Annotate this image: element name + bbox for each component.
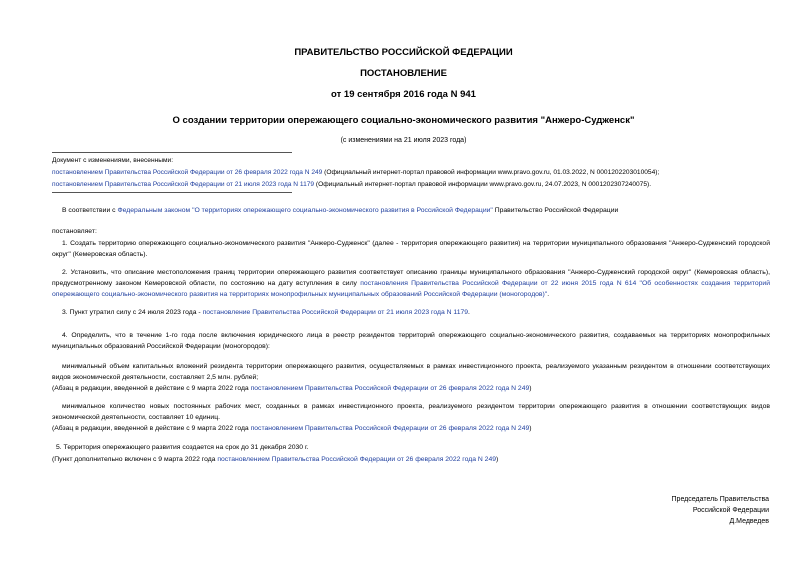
- signatory-title: Председатель Правительства: [671, 496, 769, 503]
- amendment-item: [52, 167, 772, 179]
- document-title: О создании территории опережающего социально-экономического развития "Анжеро-Судженск": [172, 115, 635, 126]
- signatory-name: Д.Медведев: [729, 518, 769, 525]
- paragraph-3: 3. Пункт утратил силу с 24 июля 2023 года - постановление Правительства Российской Федерации от 21 июля 2023 года N 1179.: [62, 309, 470, 316]
- paragraph-4a: минимальный объем капитальных вложений резидента территории опережающего развития, осуществляемых в рамках инвестиционного проекта, реализуемого указанным резидентом в отношении соответствующих видов экономической деятельности, составляет 2,5 млн. рублей;: [52, 363, 770, 381]
- preamble: В соответствии с Федеральным законом "О территориях опережающего социально-экономического развития в Российской Федерации" Правительство Российской Федерации: [62, 207, 619, 214]
- resolution-1179-link[interactable]: постановление Правительства Российской Федерации от 21 июля 2023 года N 1179: [202, 309, 469, 316]
- amendment-link-2022[interactable]: постановлением Правительства Российской Федерации от 26 февраля 2022 года N 249: [52, 169, 323, 176]
- federal-law-link[interactable]: Федеральным законом "О территориях опережающего социально-экономического развития в Российской Федерации": [117, 207, 493, 214]
- resolution-614-link[interactable]: постановления Правительства Российской Федерации от 22 июня 2015 года N 614 "Об особенностях создания территорий опережающего социально-экономического развития на территориях монопрофильных муниципальных образований Российской Федерации (моногородов)": [52, 280, 770, 298]
- amendment-source: (Официальный интернет-портал правовой информации www.pravo.gov.ru, 01.03.2022, N 0001202203010054);: [322, 169, 660, 176]
- resolution-249-link[interactable]: постановлением Правительства Российской Федерации от 26 февраля 2022 года N 249: [250, 385, 530, 392]
- paragraph-5: 5. Территория опережающего развития создается на срок до 31 декабря 2030 г.: [56, 444, 309, 451]
- document-date-number: от 19 сентября 2016 года N 941: [331, 89, 476, 100]
- amendment-source: (Официальный интернет-портал правовой информации www.pravo.gov.ru, 24.07.2023, N 0001202307240075).: [314, 181, 652, 188]
- changes-note: (с изменениями на 21 июля 2023 года): [340, 137, 467, 144]
- amendment-item: [52, 179, 772, 191]
- amendments-intro: Документ с изменениями, внесенными:: [52, 157, 174, 164]
- paragraph-1: 1. Создать территорию опережающего социально-экономического развития "Анжеро-Судженск" (далее - территория опережающего развития) на территории муниципального образования "Анжеро-Судженский городской округ" (Кемеровская область).: [52, 240, 770, 258]
- paragraph-4a-note: (Абзац в редакции, введенной в действие с 9 марта 2022 года постановлением Правительства Российской Федерации от 26 февраля 2022 года N 249): [52, 385, 532, 392]
- paragraph-4b: минимальное количество новых постоянных рабочих мест, созданных в рамках инвестиционного проекта, реализуемого резидентом территории опережающего развития в отношении соответствующих видов экономической деятельности, составляет 10 единиц.: [52, 403, 770, 421]
- amendments-block: [52, 155, 772, 191]
- paragraph-2: 2. Установить, что описание местоположения границ территории опережающего развития соответствует описанию границы муниципального образования "Анжеро-Судженский городской округ" (Кемеровская область), предусмотренному законом Кемеровской области, по состоянию на дату вступления в силу постановления Правительства Российской Федерации от 22 июня 2015 года N 614 "Об особенностях создания территорий опережающего социально-экономического развития на территориях монопрофильных муниципальных образований Российской Федерации (моногородов)".: [52, 269, 770, 298]
- paragraph-4b-note: (Абзац в редакции, введенной в действие с 9 марта 2022 года постановлением Правительства Российской Федерации от 26 февраля 2022 года N 249): [52, 425, 532, 432]
- resolution-249-link[interactable]: постановлением Правительства Российской Федерации от 26 февраля 2022 года N 249: [217, 456, 497, 463]
- paragraph-5-note: (Пункт дополнительно включен с 9 марта 2022 года постановлением Правительства Российской Федерации от 26 февраля 2022 года N 249): [52, 456, 499, 463]
- government-heading: ПРАВИТЕЛЬСТВО РОССИЙСКОЙ ФЕДЕРАЦИИ: [294, 47, 513, 58]
- divider-top: [52, 152, 292, 153]
- amendment-link-2023[interactable]: постановлением Правительства Российской Федерации от 21 июля 2023 года N 1179: [52, 181, 315, 188]
- divider-bottom: [52, 192, 292, 193]
- paragraph-4: 4. Определить, что в течение 1-го года после включения юридического лица в реестр резидентов территорий опережающего социально-экономического развития, создаваемых на территориях монопрофильных муниципальных образований Российской Федерации (моногородов):: [52, 332, 770, 350]
- resolves-text: постановляет:: [52, 228, 97, 235]
- signatory-country: Российской Федерации: [692, 507, 769, 514]
- resolution-249-link[interactable]: постановлением Правительства Российской Федерации от 26 февраля 2022 года N 249: [250, 425, 530, 432]
- signature-block: [672, 494, 769, 527]
- document-type: ПОСТАНОВЛЕНИЕ: [360, 68, 447, 79]
